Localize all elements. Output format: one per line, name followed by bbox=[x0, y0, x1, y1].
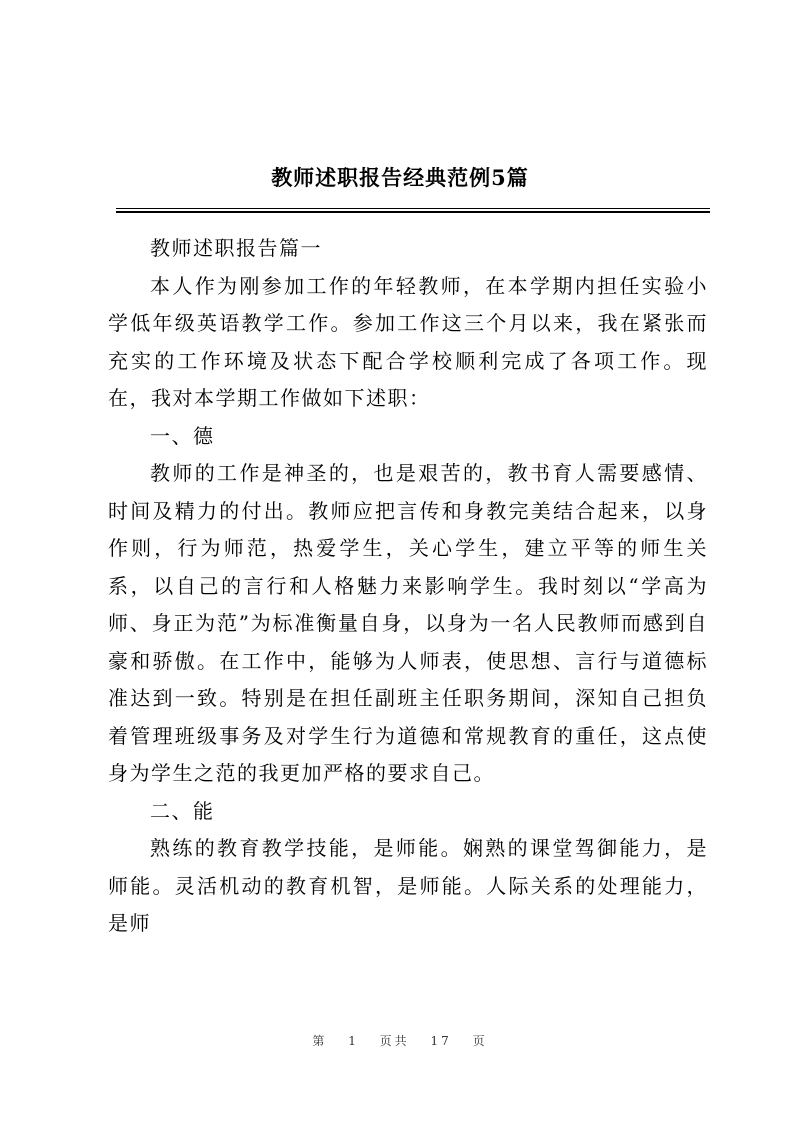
title-divider bbox=[116, 208, 710, 213]
paragraph: 教师的工作是神圣的，也是艰苦的，教书育人需要感情、时间及精力的付出。教师应把言传和身教完美结合起来，以身作则，行为师范，热爱学生，关心学生，建立平等的师生关系，以自己的言行和人格魅力来影响学生。我时刻以“学高为师、身正为范”为标准衡量自身，以身为一名人民教师而感到自豪和骄傲。在工作中，能够为人师表，使思想、言行与道德标准达到一致。特别是在担任副班主任职务期间，深知自己担负着管理班级事务及对学生行为道德和常规教育的重任，这点使身为学生之范的我更加严格的要求自己。 bbox=[108, 461, 708, 785]
paragraph: 熟练的教育教学技能，是师能。娴熟的课堂驾御能力，是师能。灵活机动的教育机智，是师能。人际关系的处理能力，是师 bbox=[108, 836, 708, 935]
section-heading: 二、能 bbox=[150, 798, 215, 823]
page-footer bbox=[0, 1032, 800, 1049]
section-heading: 教师述职报告篇一 bbox=[150, 236, 322, 260]
paragraph: 本人作为刚参加工作的年轻教师，在本学期内担任实验小学低年级英语教学工作。参加工作这三个月以来，我在紧张而充实的工作环境及状态下配合学校顺利完成了各项工作。现在，我对本学期工作做如下述职： bbox=[108, 273, 708, 410]
footer-prefix: 第 bbox=[312, 1034, 328, 1048]
footer-suffix: 页 bbox=[472, 1034, 488, 1048]
footer-page-number: 1 bbox=[348, 1034, 359, 1048]
footer-total-pages: 17 bbox=[430, 1034, 452, 1048]
section-heading: 一、德 bbox=[150, 423, 215, 448]
document-body bbox=[108, 230, 708, 943]
document-title: 教师述职报告经典范例5篇 bbox=[271, 165, 529, 190]
footer-middle: 页共 bbox=[379, 1034, 410, 1048]
